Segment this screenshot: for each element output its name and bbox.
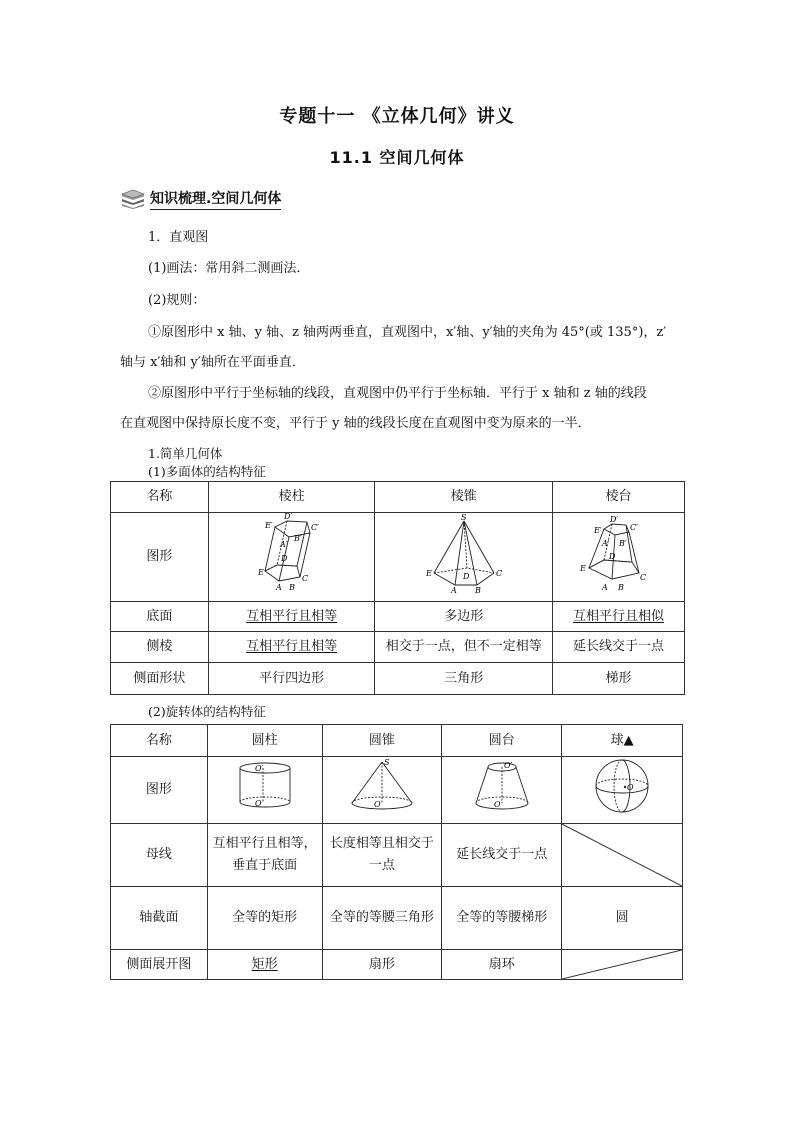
table-row: [111, 725, 683, 757]
table-row: [111, 663, 685, 695]
sphere-figure-cell: [562, 757, 683, 824]
cell: 互相平行且相似: [553, 602, 685, 632]
row-label: 图形: [111, 513, 209, 602]
header-cell: 名称: [111, 725, 208, 757]
cell: 互相平行且相等: [208, 602, 375, 632]
cone-figure-cell: [322, 757, 442, 824]
table-row: [111, 824, 683, 887]
polyhedra-table: [110, 481, 685, 695]
pyramid-figure: [419, 513, 509, 593]
frustum-round-label: O: [493, 800, 501, 809]
cylinder-figure-cell: [207, 757, 322, 824]
frustum-round-figure-cell: [442, 757, 562, 824]
frustum-round-figure: [466, 757, 538, 815]
row-label: 侧面展开图: [111, 950, 208, 980]
frustum-round-label: O′: [503, 761, 513, 770]
cell: 全等的等腰三角形: [322, 887, 442, 950]
row-label: 图形: [111, 757, 208, 824]
pyramid-label: E: [425, 569, 432, 578]
cell: 延长线交于一点: [553, 632, 685, 663]
cell: 全等的矩形: [207, 887, 322, 950]
frustum-label: E: [579, 564, 586, 573]
header-cell: 棱锥: [375, 482, 553, 513]
cell: 圆: [562, 887, 683, 950]
row-label: 母线: [111, 824, 208, 887]
prism-label: B′: [293, 534, 302, 543]
frustum-label: D: [608, 552, 615, 561]
header-cell: 圆台: [442, 725, 562, 757]
section-subtitle: 11.1 空间几何体: [329, 148, 465, 167]
pyramid-label: C: [495, 569, 502, 578]
table-row: [111, 950, 683, 980]
cell: 三角形: [375, 663, 553, 695]
cylinder-label: O′: [254, 764, 263, 773]
para-rule1-line1: ①原图形中 x 轴、y 轴、z 轴两两垂直，直观图中，x′轴、y′轴的夹角为 45°(或 135°)，z′: [148, 325, 667, 340]
para-intuitive-heading: 1．直观图: [148, 230, 209, 245]
prism-label: D′: [283, 513, 292, 521]
cylinder-figure: [230, 758, 300, 814]
para-revolution-solids: (2)旋转体的结构特征: [148, 704, 266, 719]
prism-label: D: [280, 554, 287, 563]
prism-label: A: [275, 583, 282, 592]
header-cell: 棱柱: [208, 482, 375, 513]
prism-label: C: [301, 574, 308, 583]
pyramid-label: B: [474, 586, 481, 593]
empty-diagonal-cell: [562, 950, 683, 980]
row-label: 底面: [111, 602, 209, 632]
para-rules: (2)规则：: [148, 293, 206, 308]
cell: 相交于一点，但不一定相等: [375, 632, 553, 663]
cylinder-label: O: [254, 799, 262, 808]
section-heading: [120, 188, 281, 210]
prism-figure: [247, 513, 337, 593]
cell: 互相平行且相等，垂直于底面: [207, 824, 322, 887]
sphere-label: O: [627, 783, 634, 792]
cone-label: S: [383, 758, 390, 767]
table-row: [111, 602, 685, 632]
header-cell: 棱台: [553, 482, 685, 513]
table-row: [111, 887, 683, 950]
table-row: [111, 757, 683, 824]
pyramid-figure-cell: [375, 513, 553, 602]
page-title: 专题十一 《立体几何》讲义: [279, 106, 515, 127]
para-simple-solids: 1.简单几何体: [148, 446, 223, 461]
header-cell: 名称: [111, 482, 209, 513]
pyramid-label: A: [450, 586, 457, 593]
para-rule2-line1: ②原图形中平行于坐标轴的线段，直观图中仍平行于坐标轴．平行于 x 轴和 z 轴的线段: [148, 386, 647, 401]
section-heading-text: 知识梳理.空间几何体: [150, 188, 281, 210]
pyramid-label: S: [460, 513, 467, 522]
row-label: 侧棱: [111, 632, 209, 663]
cell: 扇形: [322, 950, 442, 980]
frustum-label: C: [639, 573, 646, 582]
para-drawing-method: (1)画法：常用斜二测画法．: [148, 261, 310, 276]
sphere-figure: [591, 757, 653, 815]
cell: 多边形: [375, 602, 553, 632]
frustum-label: D′: [609, 515, 618, 524]
cell: 全等的等腰梯形: [442, 887, 562, 950]
frustum-figure-cell: [553, 513, 685, 602]
row-label: 侧面形状: [111, 663, 209, 695]
cone-figure: [344, 757, 420, 815]
prism-label: E′: [264, 521, 273, 530]
frustum-label: C′: [629, 523, 638, 532]
prism-label: A′: [279, 540, 288, 549]
prism-label: E: [257, 568, 264, 577]
cell: 扇环: [442, 950, 562, 980]
revolution-table: [110, 724, 683, 980]
header-cell: 圆锥: [322, 725, 442, 757]
frustum-figure: [574, 513, 664, 593]
para-rule1-line2: 轴与 x′轴和 y′轴所在平面垂直．: [120, 355, 305, 370]
header-cell: 圆柱: [207, 725, 322, 757]
books-icon: [120, 189, 146, 209]
cell: 矩形: [207, 950, 322, 980]
cone-label: O: [373, 800, 381, 809]
prism-label: C′: [310, 523, 319, 532]
table-row: [111, 513, 685, 602]
cell: 平行四边形: [208, 663, 375, 695]
cell: 梯形: [553, 663, 685, 695]
prism-label: B: [288, 583, 295, 592]
para-rule2-line2: 在直观图中保持原长度不变，平行于 y 轴的线段长度在直观图中变为原来的一半．: [120, 416, 591, 431]
table-row: [111, 632, 685, 663]
frustum-label: E′: [593, 526, 602, 535]
table-row: [111, 482, 685, 513]
frustum-label: B: [617, 583, 624, 592]
pyramid-label: D: [462, 572, 470, 581]
cell: 互相平行且相等: [208, 632, 375, 663]
frustum-label: B′: [618, 539, 627, 548]
cell: 延长线交于一点: [442, 824, 562, 887]
prism-figure-cell: [208, 513, 375, 602]
row-label: 轴截面: [111, 887, 208, 950]
frustum-label: A′: [601, 539, 610, 548]
empty-diagonal-cell: [562, 824, 683, 887]
frustum-label: A: [601, 583, 608, 592]
cell: 长度相等且相交于一点: [322, 824, 442, 887]
header-cell: 球▲: [562, 725, 683, 757]
para-polyhedra: (1)多面体的结构特征: [148, 464, 266, 479]
